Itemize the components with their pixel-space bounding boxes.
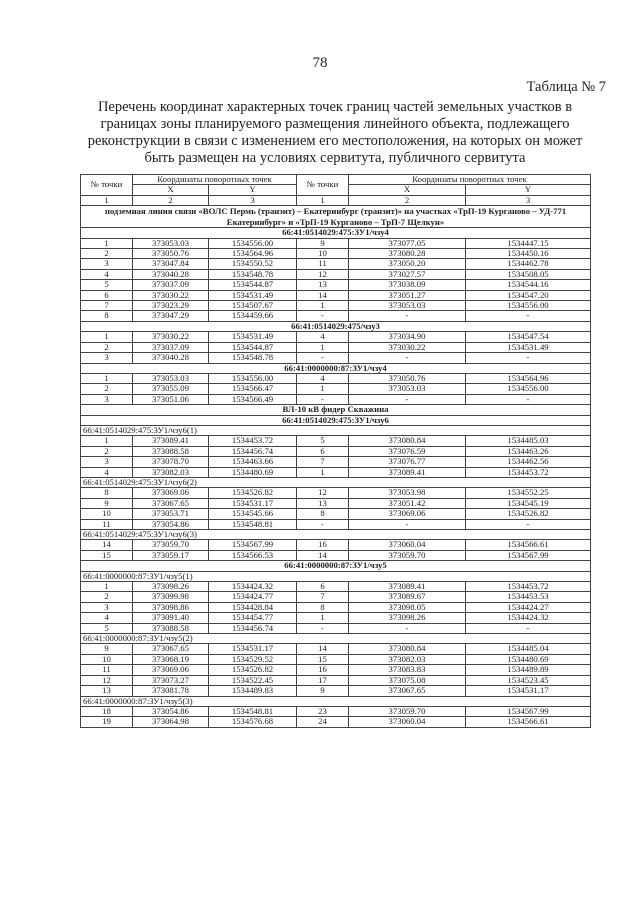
header-point-no-right: № точки [297,175,349,196]
parcel-part-label: 66:41:0514029:475:ЗУ1/чзу6(1) [81,425,591,435]
section-heading: подземная линия связи «ВОЛС Пермь (транзит) – Екатеринбург (транзит)» на участках «ТрП-19 Курганово – УД-771 Екатеринбург» и «ТрП-19 Курганово – ТрП-7 Щелкун» [81,206,591,228]
table-cell: 373080.28 [349,249,466,259]
table-row [81,290,591,300]
table-cell: 12 [81,675,133,685]
table-cell: 3 [81,394,133,404]
table-row [81,509,591,519]
table-cell: 373067.65 [133,498,209,508]
subsection-heading-row [81,228,591,238]
table-cell: 373050.76 [133,249,209,259]
table-cell: 9 [297,686,349,696]
table-cell: 373060.04 [349,717,466,727]
table-cell: - [466,519,591,529]
table-cell: 373082.03 [133,467,209,477]
table-cell: 3 [81,259,133,269]
table-cell: 373082.03 [349,654,466,664]
subsection-heading: 66:41:0514029:475:ЗУ1/чзу6 [81,415,591,425]
table-row [81,665,591,675]
table-cell: - [466,623,591,633]
table-cell: 373047.29 [133,311,209,321]
table-cell: 14 [297,550,349,560]
table-cell: 9 [81,498,133,508]
header-x-left: X [133,185,209,195]
table-cell: 373098.05 [349,602,466,612]
table-cell: 2 [81,384,133,394]
table-cell: 1534424.32 [466,613,591,623]
table-cell: 1534456.74 [209,446,297,456]
table-cell: 373037.09 [133,342,209,352]
section-heading-row [81,206,591,228]
table-cell: 1534456.74 [209,623,297,633]
table-row [81,259,591,269]
table-cell: 1534523.45 [466,675,591,685]
table-cell: 373053.03 [349,384,466,394]
table-cell: 373099.98 [133,592,209,602]
table-cell: 373030.22 [133,332,209,342]
table-cell: - [349,623,466,633]
table-row [81,623,591,633]
table-cell: 24 [297,717,349,727]
table-cell: - [466,311,591,321]
table-cell: 1534566.61 [466,540,591,550]
subsection-heading: 66:41:0514029:475:ЗУ1/чзу4 [81,228,591,238]
table-row [81,457,591,467]
table-cell: 1 [81,436,133,446]
table-cell: 373053.03 [133,238,209,248]
table-cell: 2 [81,592,133,602]
table-cell: 1534424.32 [209,582,297,592]
table-cell: 1534485.03 [466,436,591,446]
table-cell: 1534567.99 [466,706,591,716]
table-cell: 19 [81,717,133,727]
table-cell: 2 [81,249,133,259]
table-cell: 1534489.89 [466,665,591,675]
table-row [81,311,591,321]
table-row [81,519,591,529]
table-cell: 1534567.99 [466,550,591,560]
table-cell: 1534531.17 [466,686,591,696]
table-cell: 10 [297,249,349,259]
table-cell: 373059.17 [133,550,209,560]
table-cell: 1534556.00 [466,301,591,311]
subsection-heading-row [81,561,591,571]
table-cell: 7 [297,457,349,467]
header-coords-right: Координаты поворотных точек [349,175,591,185]
table-cell: 14 [81,540,133,550]
table-cell: 373069.06 [349,509,466,519]
parcel-part-row [81,477,591,487]
table-row [81,353,591,363]
table-row [81,582,591,592]
table-cell: 1 [297,342,349,352]
table-cell: 1534526.82 [209,488,297,498]
table-cell: 1534556.00 [209,238,297,248]
table-cell: - [349,353,466,363]
table-cell: 15 [297,654,349,664]
table-row [81,249,591,259]
table-cell: 1534462.78 [466,259,591,269]
subsection-heading: ВЛ-10 кВ фидер Скважина [81,405,591,415]
table-label: Таблица № 7 [526,79,606,95]
table-cell: 5 [81,623,133,633]
table-cell: 1534544.87 [209,342,297,352]
table-cell: 7 [81,301,133,311]
header-index: 1 [81,195,133,205]
table-cell: 373076.59 [349,446,466,456]
table-row [81,717,591,727]
table-cell: 16 [297,540,349,550]
table-cell: 373059.70 [349,706,466,716]
table-cell: 1534531.17 [209,644,297,654]
table-cell: 373054.86 [133,519,209,529]
table-cell: 373089.41 [349,582,466,592]
table-cell: 373077.05 [349,238,466,248]
table-cell: 1534447.15 [466,238,591,248]
table-cell: 373051.06 [133,394,209,404]
table-cell: - [349,394,466,404]
table-cell: 1534566.53 [209,550,297,560]
table-cell: 11 [297,259,349,269]
table-header-row-1 [81,175,591,185]
table-cell: - [297,394,349,404]
table-cell: 373053.98 [349,488,466,498]
table-cell: 1534556.00 [209,373,297,383]
table-cell: 1534550.52 [209,259,297,269]
table-cell: 1534453.53 [466,592,591,602]
header-index: 1 [297,195,349,205]
table-row [81,654,591,664]
table-cell: 1534507.67 [209,301,297,311]
table-cell: 1534564.96 [209,249,297,259]
parcel-part-row [81,634,591,644]
table-cell: 3 [81,457,133,467]
table-cell: 10 [81,654,133,664]
header-y-left: Y [209,185,297,195]
table-cell: 9 [81,644,133,654]
table-cell: 373030.22 [133,290,209,300]
table-cell: 373069.06 [133,665,209,675]
table-cell: 1 [81,373,133,383]
table-cell: 373053.71 [133,509,209,519]
table-cell: 1534566.61 [466,717,591,727]
table-cell: 1534545.66 [209,509,297,519]
table-cell: 373023.29 [133,301,209,311]
table-cell: 373088.58 [133,446,209,456]
table-cell: 1534522.45 [209,675,297,685]
table-cell: - [297,519,349,529]
subsection-heading: 66:41:0000000:87:ЗУ1/чзу4 [81,363,591,373]
table-cell: 373037.09 [133,280,209,290]
table-cell: 1534548.78 [209,353,297,363]
parcel-part-label: 66:41:0000000:87:ЗУ1/чзу5(2) [81,634,591,644]
parcel-part-row [81,696,591,706]
subsection-heading-row [81,415,591,425]
table-cell: 373069.06 [133,488,209,498]
header-y-right: Y [466,185,591,195]
table-cell: 1534462.56 [466,457,591,467]
table-cell: 1534424.27 [466,602,591,612]
header-index: 3 [466,195,591,205]
document-title: Перечень координат характерных точек границ частей земельных участков в границах зоны планируемого размещения линейного объекта, подлежащего реконструкции в связи с изменением его местоположения, на которых он может быть размещен на условиях сервитута, публичного сервитута [87,99,583,166]
header-index: 2 [349,195,466,205]
table-cell: 373089.67 [349,592,466,602]
parcel-part-label: 66:41:0514029:475:ЗУ1/чзу6(2) [81,477,591,487]
table-cell: 1534453.72 [209,436,297,446]
table-cell: 1534566.49 [209,394,297,404]
table-cell: 5 [297,436,349,446]
table-cell: 1534463.66 [209,457,297,467]
table-cell: - [349,311,466,321]
table-cell: 1534453.72 [466,582,591,592]
subsection-heading-row [81,321,591,331]
table-row [81,301,591,311]
table-cell: 3 [81,353,133,363]
table-cell: 9 [297,238,349,248]
table-cell: 373081.78 [133,686,209,696]
subsection-heading: 66:41:0000000:87:ЗУ1/чзу5 [81,561,591,571]
subsection-heading: 66:41:0514029:475/чзу3 [81,321,591,331]
table-cell: 4 [81,467,133,477]
table-cell: 14 [297,644,349,654]
subsection-heading-row [81,405,591,415]
table-cell: 373047.84 [133,259,209,269]
table-cell: 1534548.81 [209,706,297,716]
parcel-part-label: 66:41:0514029:475:ЗУ1/чзу6(3) [81,530,591,540]
table-cell: 373040.28 [133,353,209,363]
table-row [81,686,591,696]
table-cell: 1 [81,238,133,248]
header-coords-left: Координаты поворотных точек [133,175,297,185]
header-index: 2 [133,195,209,205]
table-cell: 373068.19 [133,654,209,664]
table-cell: 373051.42 [349,498,466,508]
table-cell: 373089.41 [349,467,466,477]
table-cell: 5 [81,280,133,290]
table-cell: 10 [81,509,133,519]
table-cell: 1534526.82 [209,665,297,675]
table-cell: 373059.70 [349,550,466,560]
table-cell: 1534576.68 [209,717,297,727]
table-cell: 4 [81,613,133,623]
table-cell: 13 [297,498,349,508]
table-cell: 373055.09 [133,384,209,394]
table-cell: 4 [297,373,349,383]
table-cell: 373091.40 [133,613,209,623]
table-cell: 373050.20 [349,259,466,269]
table-cell: 373098.26 [349,613,466,623]
table-row [81,384,591,394]
table-row [81,675,591,685]
table-cell: 1 [81,582,133,592]
table-cell: - [297,311,349,321]
table-row [81,269,591,279]
table-cell: 1534547.20 [466,290,591,300]
table-cell: 373060.04 [349,540,466,550]
table-cell: 1 [297,301,349,311]
header-index: 3 [209,195,297,205]
table-cell: 373038.09 [349,280,466,290]
table-cell: 8 [81,311,133,321]
table-cell: 1534556.00 [466,384,591,394]
table-cell: 1534480.69 [209,467,297,477]
table-cell: 373051.27 [349,290,466,300]
table-cell: 373098.86 [133,602,209,612]
table-cell: 1 [297,613,349,623]
parcel-part-row [81,425,591,435]
table-cell: 373078.70 [133,457,209,467]
table-cell: 373054.86 [133,706,209,716]
parcel-part-row [81,530,591,540]
table-cell: 1534531.49 [466,342,591,352]
table-cell: 1534459.66 [209,311,297,321]
table-row [81,644,591,654]
table-cell: 2 [81,342,133,352]
table-row [81,446,591,456]
table-cell: 1534508.05 [466,269,591,279]
table-cell: 1534531.49 [209,332,297,342]
table-cell: 373067.65 [349,686,466,696]
table-cell: 373027.57 [349,269,466,279]
table-cell: - [349,519,466,529]
table-cell: 12 [297,488,349,498]
table-cell: 373080.84 [349,644,466,654]
parcel-part-row [81,571,591,581]
table-cell: 1534529.52 [209,654,297,664]
parcel-part-label: 66:41:0000000:87:ЗУ1/чзу5(3) [81,696,591,706]
table-cell: 14 [297,290,349,300]
table-cell: 1534567.99 [209,540,297,550]
table-cell: 373067.65 [133,644,209,654]
table-cell: 1534548.78 [209,269,297,279]
table-cell: - [297,623,349,633]
table-cell: 1534552.25 [466,488,591,498]
table-row [81,436,591,446]
table-cell: 373064.98 [133,717,209,727]
table-row [81,498,591,508]
header-x-right: X [349,185,466,195]
table-cell: 373034.90 [349,332,466,342]
table-cell: 373040.28 [133,269,209,279]
table-cell: 1534450.16 [466,249,591,259]
table-cell: 6 [297,446,349,456]
table-cell: 8 [297,509,349,519]
table-cell: 373053.03 [349,301,466,311]
table-cell: 373098.26 [133,582,209,592]
table-cell: 1534544.16 [466,280,591,290]
table-cell: 1 [297,384,349,394]
table-cell: - [466,394,591,404]
header-point-no-left: № точки [81,175,133,196]
table-cell: 373073.27 [133,675,209,685]
table-cell: 4 [297,332,349,342]
table-cell: 373059.70 [133,540,209,550]
table-cell: 1534454.77 [209,613,297,623]
table-row [81,238,591,248]
table-cell: 6 [297,582,349,592]
table-cell: 3 [81,602,133,612]
table-row [81,394,591,404]
table-cell: 373076.77 [349,457,466,467]
table-cell: 1534463.26 [466,446,591,456]
table-cell: 13 [81,686,133,696]
table-cell: 1534544.87 [209,280,297,290]
coordinates-table [80,174,591,728]
table-cell: 1534531.49 [209,290,297,300]
table-header-index-row [81,195,591,205]
table-cell: 373089.41 [133,436,209,446]
table-cell: 373080.84 [349,436,466,446]
table-row [81,342,591,352]
table-cell: 1534547.54 [466,332,591,342]
table-cell: 16 [297,665,349,675]
table-cell: 1534564.96 [466,373,591,383]
table-row [81,488,591,498]
table-cell: 373083.83 [349,665,466,675]
table-row [81,332,591,342]
table-cell: 373053.03 [133,373,209,383]
table-row [81,706,591,716]
table-cell: 18 [81,706,133,716]
table-cell: 8 [297,602,349,612]
table-cell: 1 [81,332,133,342]
table-cell: - [297,353,349,363]
table-row [81,550,591,560]
table-cell: 2 [81,446,133,456]
table-cell: 15 [81,550,133,560]
table-cell: 1534489.83 [209,686,297,696]
table-cell: 6 [81,290,133,300]
table-cell: 1 [297,467,349,477]
table-cell: 373088.58 [133,623,209,633]
table-row [81,592,591,602]
table-row [81,613,591,623]
table-row [81,373,591,383]
table-row [81,602,591,612]
subsection-heading-row [81,363,591,373]
table-cell: 373030.22 [349,342,466,352]
table-cell: 17 [297,675,349,685]
table-cell: 373075.08 [349,675,466,685]
table-row [81,467,591,477]
table-cell: 12 [297,269,349,279]
table-cell: 7 [297,592,349,602]
table-cell: 1534526.82 [466,509,591,519]
table-cell: 1534453.72 [466,467,591,477]
table-cell: 1534548.81 [209,519,297,529]
table-row [81,540,591,550]
table-row [81,280,591,290]
table-cell: 23 [297,706,349,716]
table-cell: 4 [81,269,133,279]
table-cell: 1534531.17 [209,498,297,508]
table-cell: 1534428.84 [209,602,297,612]
table-cell: 1534480.69 [466,654,591,664]
table-cell: 11 [81,665,133,675]
table-cell: - [466,353,591,363]
table-cell: 1534566.47 [209,384,297,394]
table-body [81,206,591,728]
parcel-part-label: 66:41:0000000:87:ЗУ1/чзу5(1) [81,571,591,581]
table-cell: 1534424.77 [209,592,297,602]
table-cell: 8 [81,488,133,498]
page-number: 78 [312,55,328,71]
table-cell: 373050.76 [349,373,466,383]
table-cell: 1534485.04 [466,644,591,654]
table-cell: 13 [297,280,349,290]
table-cell: 1534545.19 [466,498,591,508]
table-cell: 11 [81,519,133,529]
